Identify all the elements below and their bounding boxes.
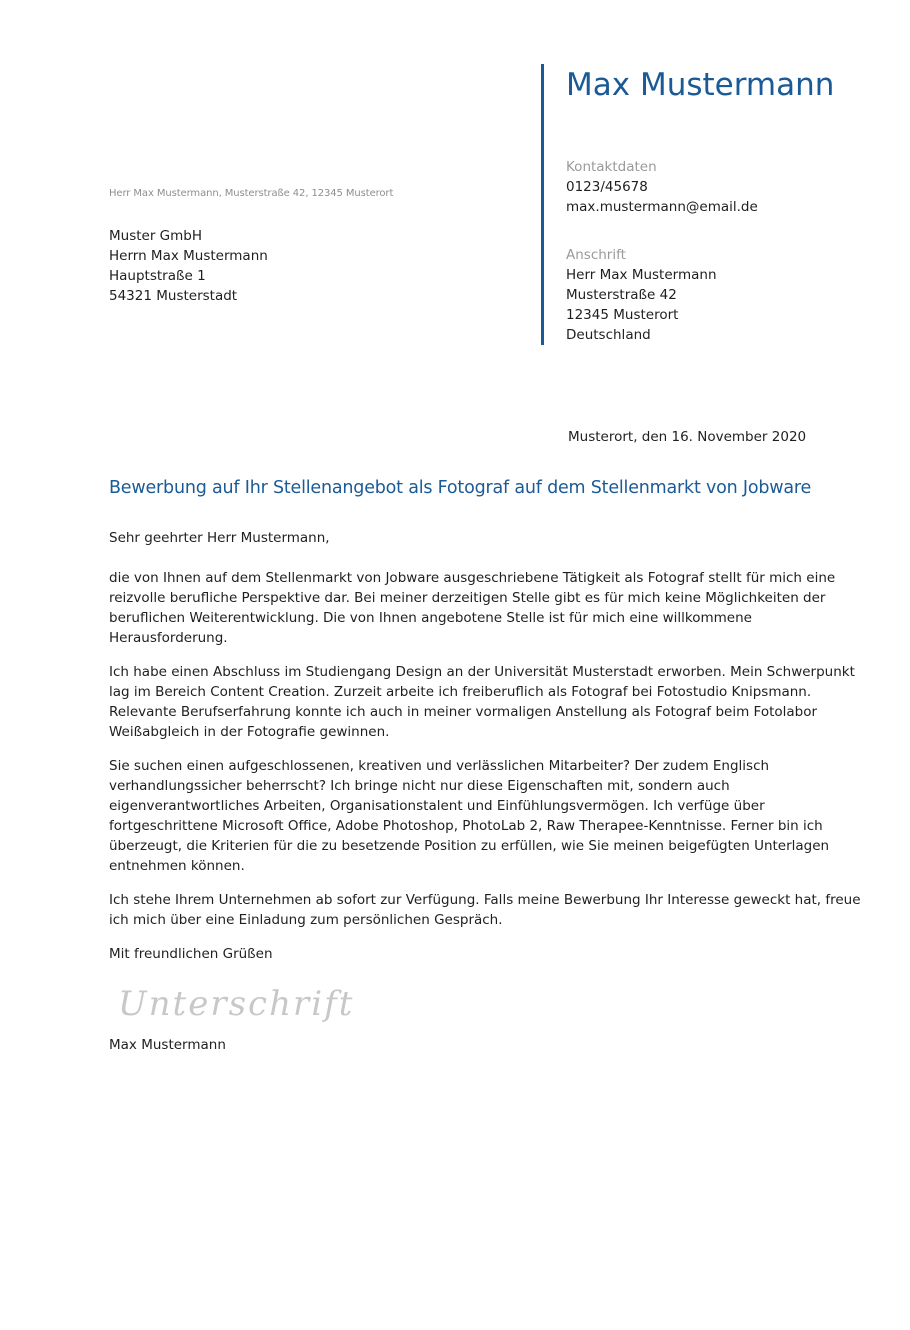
recipient-line: Hauptstraße 1: [109, 268, 206, 284]
sender-return-address: Herr Max Mustermann, Musterstraße 42, 12345 Musterort: [109, 188, 394, 199]
contact-section: [566, 157, 758, 217]
closing-phrase: Mit freundlichen Grüßen: [109, 946, 273, 962]
recipient-address: [109, 226, 268, 306]
address-line: Musterstraße 42: [566, 287, 677, 303]
paragraph-line: entnehmen können.: [109, 858, 245, 874]
address-line: Deutschland: [566, 327, 651, 343]
applicant-name-heading: Max Mustermann: [566, 67, 835, 103]
paragraph-line: Ich stehe Ihrem Unternehmen ab sofort zur Verfügung. Falls meine Bewerbung Ihr Interesse geweckt hat, freue: [109, 892, 861, 908]
address-section: [566, 245, 717, 345]
body-paragraph-3: [109, 756, 830, 876]
accent-divider: [541, 64, 544, 345]
contact-label: Kontaktdaten: [566, 159, 657, 175]
signature-placeholder: Unterschrift: [118, 984, 355, 1024]
address-line: 12345 Musterort: [566, 307, 679, 323]
paragraph-line: Herausforderung.: [109, 630, 228, 646]
body-paragraph-2: [109, 662, 855, 742]
paragraph-line: die von Ihnen auf dem Stellenmarkt von Jobware ausgeschriebene Tätigkeit als Fotograf stellt für mich eine: [109, 570, 836, 586]
paragraph-line: fortgeschrittene Microsoft Office, Adobe Photoshop, PhotoLab 2, Raw Therapee-Kenntnisse. Ferner bin ich: [109, 818, 823, 834]
paragraph-line: Sie suchen einen aufgeschlossenen, kreativen und verlässlichen Mitarbeiter? Der zudem Englisch: [109, 758, 770, 774]
paragraph-line: lag im Bereich Content Creation. Zurzeit arbeite ich freiberuflich als Fotograf bei Fotostudio Knipsmann.: [109, 684, 812, 700]
salutation: Sehr geehrter Herr Mustermann,: [109, 530, 330, 546]
paragraph-line: Relevante Berufserfahrung konnte ich auch in meiner vormaligen Anstellung als Fotograf beim Fotolabor: [109, 704, 818, 720]
body-paragraph-1: [109, 568, 836, 648]
signed-name: Max Mustermann: [109, 1037, 226, 1053]
contact-phone: 0123/45678: [566, 179, 648, 195]
paragraph-line: überzeugt, die Kriterien für die zu besetzende Position zu erfüllen, wie Sie meinen beigefügten Unterlagen: [109, 838, 830, 854]
letter-date: Musterort, den 16. November 2020: [568, 429, 807, 445]
paragraph-line: beruflichen Weiterentwicklung. Die von Ihnen angebotene Stelle ist für mich eine willkommene: [109, 610, 752, 626]
body-paragraph-4: [109, 890, 861, 930]
paragraph-line: eigenverantwortliches Arbeiten, Organisationstalent und Einfühlungsvermögen. Ich verfüge über: [109, 798, 765, 814]
paragraph-line: Ich habe einen Abschluss im Studiengang Design an der Universität Musterstadt erworben. Mein Schwerpunkt: [109, 664, 855, 680]
paragraph-line: reizvolle berufliche Perspektive dar. Bei meiner derzeitigen Stelle gibt es für mich keine Möglichkeiten der: [109, 590, 826, 606]
address-line: Herr Max Mustermann: [566, 267, 717, 283]
recipient-line: Herrn Max Mustermann: [109, 248, 268, 264]
paragraph-line: Weißabgleich in der Fotografie gewinnen.: [109, 724, 390, 740]
recipient-line: 54321 Musterstadt: [109, 288, 238, 304]
paragraph-line: verhandlungssicher beherrscht? Ich bringe nicht nur diese Eigenschaften mit, sondern auch: [109, 778, 730, 794]
contact-email: max.mustermann@email.de: [566, 199, 758, 215]
address-label: Anschrift: [566, 247, 626, 263]
recipient-line: Muster GmbH: [109, 228, 203, 244]
paragraph-line: ich mich über eine Einladung zum persönlichen Gespräch.: [109, 912, 503, 928]
letter-subject: Bewerbung auf Ihr Stellenangebot als Fotograf auf dem Stellenmarkt von Jobware: [109, 478, 812, 498]
